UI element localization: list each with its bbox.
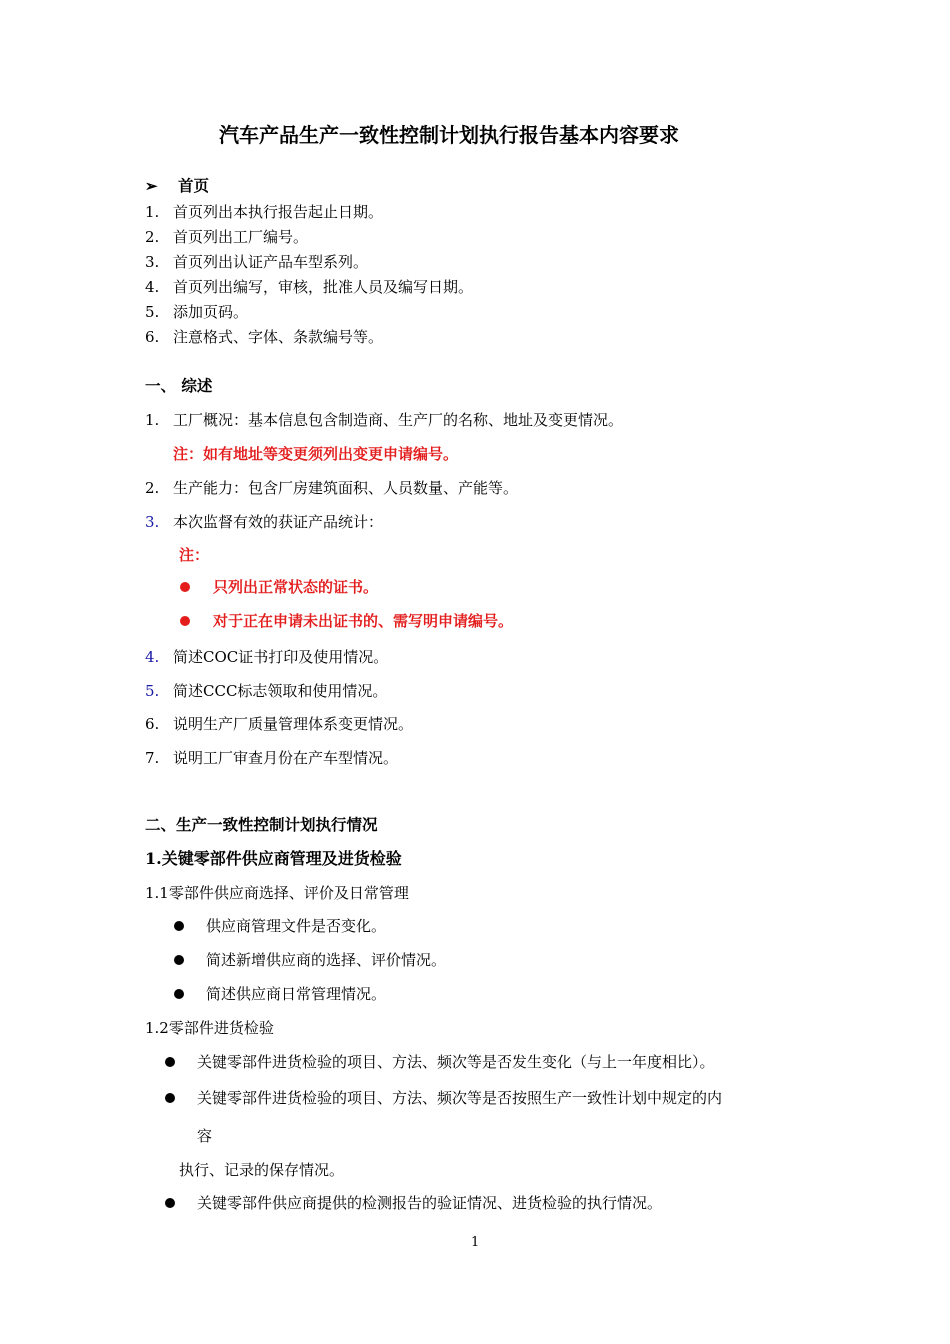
- overview-item-text: 说明工厂审查月份在产车型情况。: [173, 749, 399, 767]
- bullet-icon: [174, 989, 184, 999]
- overview-note-label: 注：: [179, 546, 210, 564]
- bullet-text: 关键零部件进货检验的项目、方法、频次等是否按照生产一致性计划中规定的内: [197, 1089, 723, 1107]
- red-bullet-icon: [180, 582, 190, 592]
- overview-item-num: 2.: [145, 479, 160, 497]
- cover-item-num: 4.: [145, 278, 160, 296]
- arrow-bullet-icon: ➢: [145, 177, 158, 195]
- bullet-text-wrap: 容: [197, 1127, 213, 1145]
- overview-heading: 一、 综述: [145, 376, 213, 395]
- overview-item-text: 简述COC证书打印及使用情况。: [173, 648, 389, 666]
- red-bullet-icon: [180, 616, 190, 626]
- cover-item-num: 5.: [145, 303, 160, 321]
- cover-item-text: 首页列出本执行报告起止日期。: [173, 203, 384, 221]
- cover-item-num: 3.: [145, 253, 160, 271]
- section2-sub1-1: 1.1零部件供应商选择、评价及日常管理: [145, 884, 409, 902]
- bullet-text: 关键零部件进货检验的项目、方法、频次等是否发生变化（与上一年度相比）。: [197, 1053, 715, 1071]
- overview-item-text: 生产能力：包含厂房建筑面积、人员数量、产能等。: [173, 479, 519, 497]
- section2-sub1-2: 1.2零部件进货检验: [145, 1019, 274, 1037]
- overview-item-num: 7.: [145, 749, 160, 767]
- overview-item-num: 5.: [145, 682, 160, 700]
- cover-item-text: 注意格式、字体、条款编号等。: [173, 328, 384, 346]
- overview-item-text: 简述CCC标志领取和使用情况。: [173, 682, 388, 700]
- note-bullet-text: 对于正在申请未出证书的、需写明申请编号。: [213, 612, 514, 630]
- cover-item-text: 首页列出认证产品车型系列。: [173, 253, 369, 271]
- page-number: 1: [471, 1235, 480, 1250]
- section2-heading: 二、生产一致性控制计划执行情况: [145, 815, 378, 834]
- document-title: 汽车产品生产一致性控制计划执行报告基本内容要求: [219, 123, 679, 147]
- cover-item-num: 6.: [145, 328, 160, 346]
- bullet-text: 关键零部件供应商提供的检测报告的验证情况、进货检验的执行情况。: [197, 1194, 663, 1212]
- cover-heading: 首页: [178, 176, 210, 195]
- cover-item-text: 添加页码。: [173, 303, 249, 321]
- overview-item-text: 说明生产厂质量管理体系变更情况。: [173, 715, 414, 733]
- bullet-icon: [165, 1093, 175, 1103]
- bullet-text-continue: 执行、记录的保存情况。: [179, 1161, 345, 1179]
- section2-sub1: 1.关键零部件供应商管理及进货检验: [145, 849, 402, 868]
- overview-item-text: 本次监督有效的获证产品统计：: [173, 513, 384, 531]
- overview-item-num: 4.: [145, 648, 160, 666]
- cover-item-num: 2.: [145, 228, 160, 246]
- overview-item-text: 工厂概况：基本信息包含制造商、生产厂的名称、地址及变更情况。: [173, 411, 624, 429]
- cover-item-num: 1.: [145, 203, 160, 221]
- cover-item-text: 首页列出工厂编号。: [173, 228, 309, 246]
- bullet-icon: [174, 921, 184, 931]
- note-bullet-text: 只列出正常状态的证书。: [213, 578, 379, 596]
- bullet-text: 简述新增供应商的选择、评价情况。: [206, 951, 447, 969]
- bullet-icon: [165, 1198, 175, 1208]
- overview-item-num: 6.: [145, 715, 160, 733]
- cover-item-text: 首页列出编写，审核，批准人员及编写日期。: [173, 278, 474, 296]
- bullet-icon: [165, 1057, 175, 1067]
- bullet-text: 简述供应商日常管理情况。: [206, 985, 387, 1003]
- overview-item-num: 3.: [145, 513, 160, 531]
- overview-item-num: 1.: [145, 411, 160, 429]
- bullet-text: 供应商管理文件是否变化。: [206, 917, 387, 935]
- overview-note: 注：如有地址等变更须列出变更申请编号。: [173, 445, 459, 463]
- bullet-icon: [174, 955, 184, 965]
